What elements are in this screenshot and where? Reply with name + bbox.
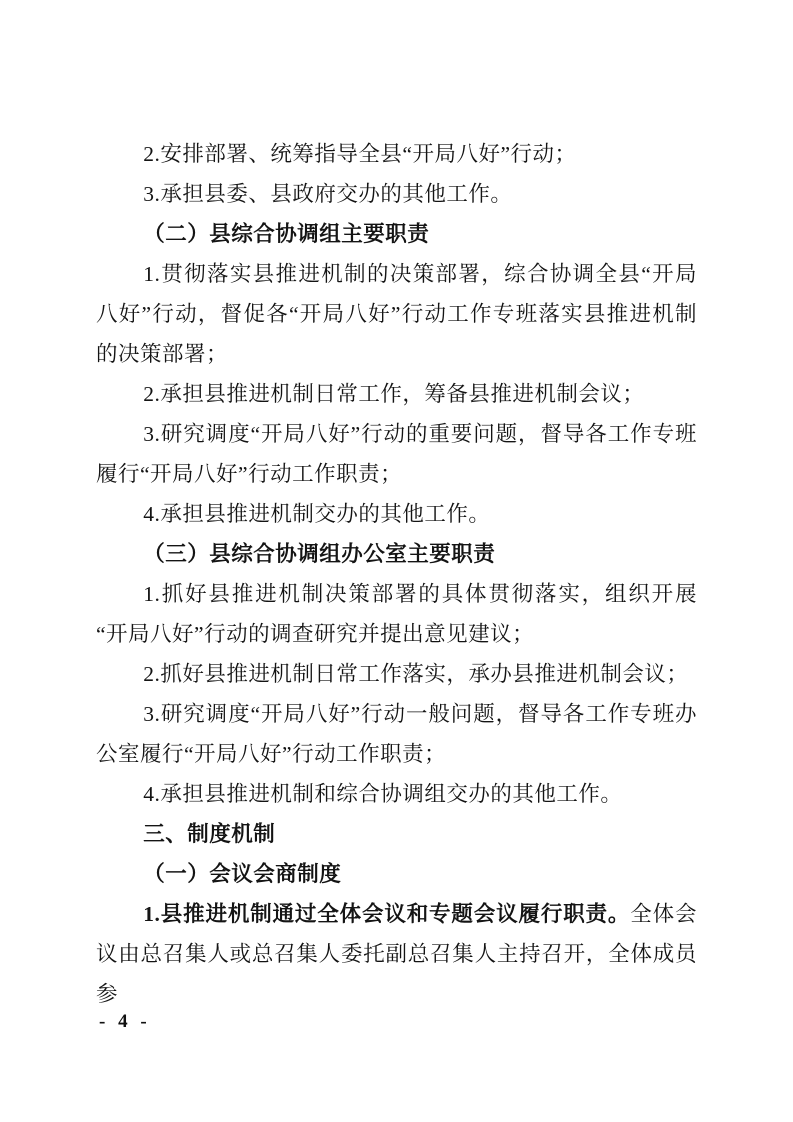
document-body: [96, 134, 697, 1014]
section-heading-2: （二）县综合协调组主要职责: [143, 222, 430, 246]
list-item: 1.贯彻落实县推进机制的决策部署，综合协调全县“开局八好”行动，督促各“开局八好”行动工作专班落实县推进机制的决策部署；: [96, 262, 697, 366]
lead-bold-sentence: 1.县推进机制通过全体会议和专题会议履行职责。: [143, 902, 631, 926]
list-item: 3.研究调度“开局八好”行动的重要问题，督导各工作专班履行“开局八好”行动工作职责；: [96, 422, 697, 486]
list-item: 3.研究调度“开局八好”行动一般问题，督导各工作专班办公室履行“开局八好”行动工作职责；: [96, 702, 697, 766]
page-number: - 4 -: [99, 1011, 151, 1032]
list-item: 2.抓好县推进机制日常工作落实，承办县推进机制会议；: [143, 662, 689, 686]
section-heading-1: （一）会议会商制度: [143, 862, 342, 886]
list-item: 2.安排部署、统筹指导全县“开局八好”行动；: [143, 142, 577, 166]
list-item: 1.抓好县推进机制决策部署的具体贯彻落实，组织开展“开局八好”行动的调查研究并提出意见建议；: [96, 582, 697, 646]
chapter-heading: 三、制度机制: [143, 822, 276, 846]
section-heading-3: （三）县综合协调组办公室主要职责: [143, 542, 496, 566]
list-item: [96, 894, 697, 1014]
list-item: 3.承担县委、县政府交办的其他工作。: [143, 182, 513, 206]
list-item: 4.承担县推进机制交办的其他工作。: [143, 502, 491, 526]
list-item: 2.承担县推进机制日常工作，筹备县推进机制会议；: [143, 382, 645, 406]
list-item: 4.承担县推进机制和综合协调组交办的其他工作。: [143, 782, 623, 806]
body-text: 全体会议由总召集人或总召集人委托副总召集人主持召开，全体成员参: [96, 902, 697, 1006]
